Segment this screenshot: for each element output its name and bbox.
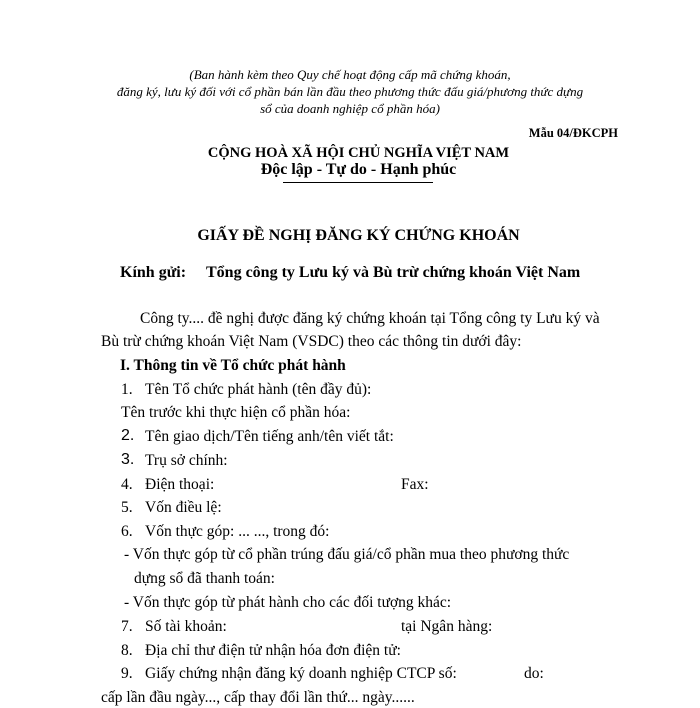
item-1-label: Tên Tổ chức phát hành (tên đầy đủ): [145,381,372,398]
intro-line2: Bù trừ chứng khoán Việt Nam (VSDC) theo các thông tin dưới đây: [101,333,522,350]
item-5-number: 5. [121,499,133,516]
contributed-capital-auction-line1: - Vốn thực góp từ cổ phần trúng đấu giá/cổ phần mua theo phương thức [124,546,570,563]
recipient-name: Tổng công ty Lưu ký và Bù trừ chứng khoán Việt Nam [206,264,581,281]
item-4-label: Điện thoại: [145,476,215,493]
item-9-number: 9. [121,665,133,682]
national-title: CỘNG HOÀ XÃ HỘI CHỦ NGHĨA VIỆT NAM [207,145,510,161]
item-2-number: 2. [121,427,135,444]
item-1-number: 1. [121,381,133,398]
section-heading-issuer-info: I. Thông tin về Tổ chức phát hành [120,357,346,374]
item-3-label: Trụ sở chính: [145,452,228,469]
contributed-capital-other: - Vốn thực góp từ phát hành cho các đối tượng khác: [124,594,452,611]
item-2-label: Tên giao dịch/Tên tiếng anh/tên viết tắt: [145,428,394,445]
item-6-label: Vốn thực góp: ... ..., trong đó: [145,523,330,540]
bank-label: tại Ngân hàng: [401,618,493,635]
registration-dates-line: cấp lần đầu ngày..., cấp thay đổi lần thứ... ngày...... [101,689,415,706]
item-9-label: Giấy chứng nhận đăng ký doanh nghiệp CTCP số: [145,665,457,682]
national-motto: Độc lập - Tự do - Hạnh phúc [260,161,457,178]
regulation-note-line3: sổ của doanh nghiệp cổ phần hóa) [260,101,440,116]
regulation-note-line1: (Ban hành kèm theo Quy chế hoạt động cấp mã chứng khoán, [189,67,511,82]
item-7-number: 7. [121,618,133,635]
previous-name-label: Tên trước khi thực hiện cổ phần hóa: [121,404,351,421]
item-6-number: 6. [121,523,133,540]
item-7-label: Số tài khoản: [145,618,227,635]
document-title: GIẤY ĐỀ NGHỊ ĐĂNG KÝ CHỨNG KHOÁN [197,227,520,244]
issued-by-label: do: [524,665,544,682]
item-5-label: Vốn điều lệ: [145,499,222,516]
form-code: Mẫu 04/ĐKCPH [528,126,618,140]
contributed-capital-auction-line2: dựng sổ đã thanh toán: [134,570,275,587]
intro-line1: Công ty.... đề nghị được đăng ký chứng khoán tại Tổng công ty Lưu ký và [140,310,600,327]
regulation-note-line2: đăng ký, lưu ký đối với cổ phần bán lần đầu theo phương thức đấu giá/phương thức dựng [116,84,584,99]
fax-label: Fax: [401,476,429,493]
item-3-number: 3. [121,451,135,468]
item-4-number: 4. [121,476,133,493]
recipient-label: Kính gửi: [120,264,187,281]
item-8-label: Địa chỉ thư điện tử nhận hóa đơn điện tử: [145,642,401,659]
motto-underline [283,182,433,183]
item-8-number: 8. [121,642,133,659]
